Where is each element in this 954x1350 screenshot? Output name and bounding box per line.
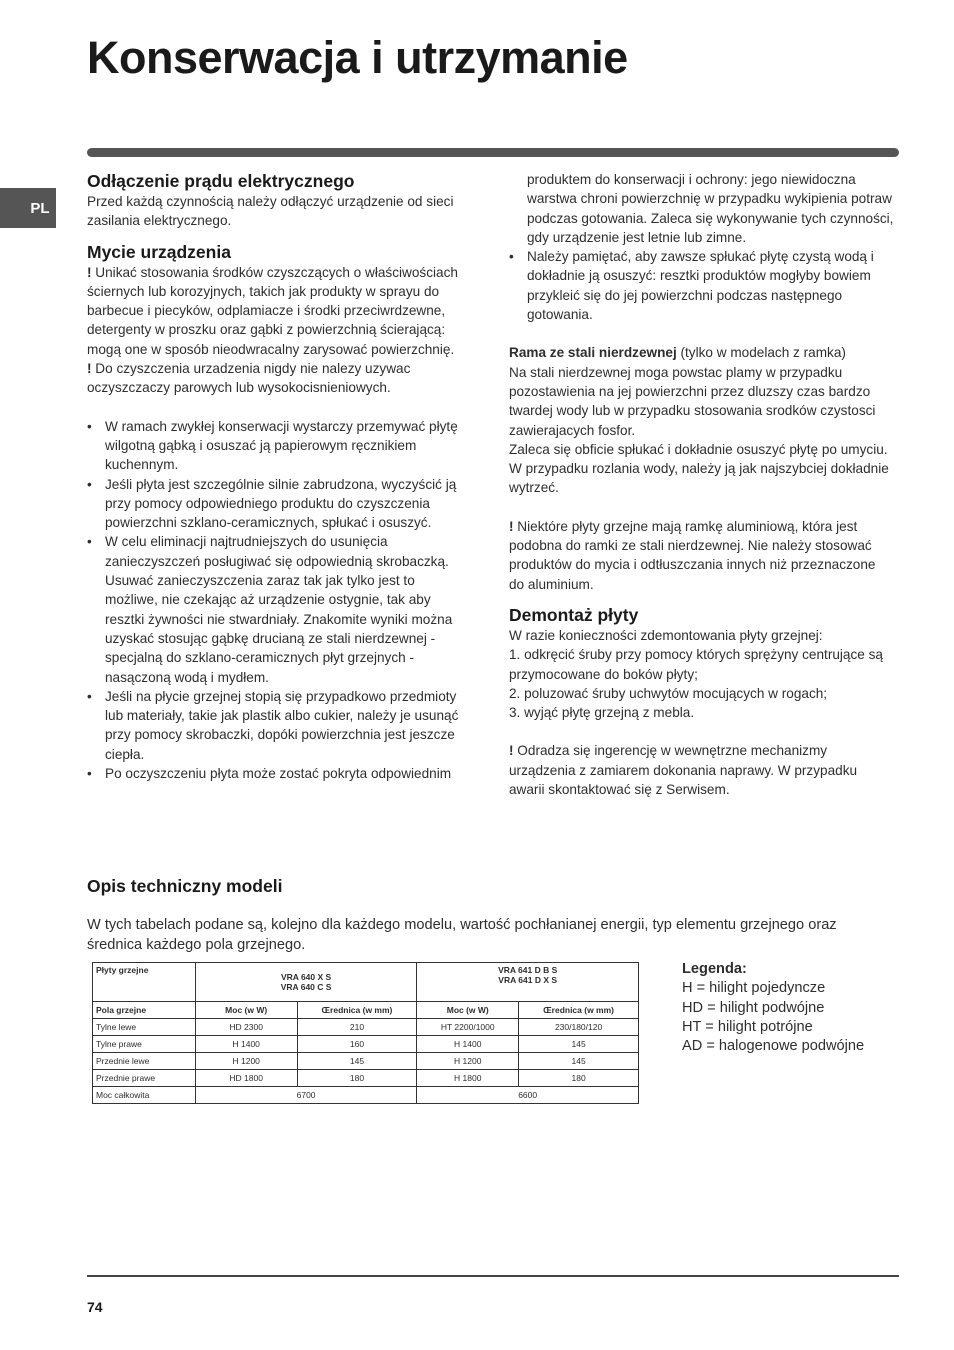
list-item: • Jeśli płyta jest szczególnie silnie zabrudzona, wyczyścić ją przy pomocy odpowiedniego produktu do czyszczenia powierzchni szklano-ceramicznych, spłukać i osuszyć. xyxy=(87,475,465,533)
table-row: Tylne lewe HD 2300 210 HT 2200/1000 230/180/120 xyxy=(93,1019,639,1036)
right-column xyxy=(509,170,894,799)
warning-mark-icon: ! xyxy=(87,361,92,377)
model-2-header: VRA 641 D B S VRA 641 D X S xyxy=(417,963,639,1002)
cleaning-warning-1: ! Unikać stosowania środków czyszczących o właściwościach ściernych lub korozyjnych, takich jak produkty w sprayu do barbecue i piecyków, odplamiacze i środki przeciwrdzewne, detergenty w proszku oraz gąbki z powierzchnią ścierającą: mogą one w sposób nieodwracalny zarysować powierzchnię. xyxy=(87,264,458,357)
table-row xyxy=(93,963,639,1002)
stainless-frame-text-1: Na stali nierdzewnej moga powstac plamy w przypadku pozostawienia na jej powierzchni przez dluzszy czas bardzo twardej wody lub w przypadku stosowania srodków czystosci zawierajacych fosfor. xyxy=(509,364,876,438)
table-row-total: Moc całkowita 6700 6600 xyxy=(93,1087,639,1104)
column-header: Œrednica (w mm) xyxy=(519,1002,639,1019)
stainless-frame-text-2: Zaleca się obficie spłukać i dokładnie osuszyć płytę po umyciu. W przypadku rozlania wody, należy ją jak najszybciej dokładnie wytrzeć. xyxy=(509,441,889,496)
removal-intro: W razie konieczności zdemontowania płyty grzejnej: xyxy=(509,627,823,643)
legend xyxy=(682,960,864,1056)
warning-mark-icon: ! xyxy=(87,264,92,280)
table-row: Przednie lewe H 1200 145 H 1200 145 xyxy=(93,1053,639,1070)
page-number: 74 xyxy=(87,1299,103,1315)
list-item-continuation: produktem do konserwacji i ochrony: jego niewidoczna warstwa chroni powierzchnię w przypadku wykipienia potraw podczas gotowania. Zaleca się wykonywanie tych czynności, gdy urządzenie jest letnie lub zimne. xyxy=(527,172,894,245)
page-title: Konserwacja i utrzymanie xyxy=(87,32,628,83)
legend-item: AD = halogenowe podwójne xyxy=(682,1038,865,1055)
power-disconnect-text: Przed każdą czynnością należy odłączyć urządzenie od sieci zasilania elektrycznego. xyxy=(87,194,454,229)
list-item: • W celu eliminacji najtrudniejszych do usunięcia zanieczyszczeń posługiwać się odpowiednią skrobaczką. Usuwać zanieczyszczenia zaraz tak jak tylko jest to możliwe, nie czekając aż urządzenie ostygnie, tak aby resztki żywności nie stwardniały. Znakomite wyniki można uzyskać stosując gąbkę drucianą ze stali nierdzewnej - specjalną do szklano-ceramicznych płyt grzejnych - nasączoną wodą i mydłem. xyxy=(87,532,465,686)
removal-step-3: 3. wyjąć płytę grzejną z mebla. xyxy=(509,705,695,721)
legend-item: HT = hilight potrójne xyxy=(682,1018,813,1035)
list-item: • Należy pamiętać, aby zawsze spłukać płytę czystą wodą i dokładnie ją osuszyć: resztki produktów mogłyby bowiem przykleić się do jej powierzchni podczas następnego gotowania. xyxy=(509,247,894,324)
removal-step-2: 2. poluzować śruby uchwytów mocujących w rogach; xyxy=(509,685,828,701)
list-item: • Po oczyszczeniu płyta może zostać pokryta odpowiednim xyxy=(87,764,465,783)
left-column xyxy=(87,170,465,783)
tech-intro: W tych tabelach podane są, kolejno dla każdego modelu, wartość pochłanianej energii, typ elementu grzejnego oraz średnica każdego pola grzejnego. xyxy=(87,917,837,953)
cleaning-warning-2: ! Do czyszczenia urzadzenia nigdy nie nalezy uzywac oczyszczaczy parowych lub wysokocisnieniowych. xyxy=(87,361,411,396)
table-row xyxy=(93,1002,639,1019)
spec-table xyxy=(92,962,639,1104)
column-header: Œrednica (w mm) xyxy=(297,1002,417,1019)
header-divider-bar xyxy=(87,148,899,157)
legend-item: H = hilight pojedyncze xyxy=(682,980,826,997)
repair-warning: ! Odradza się ingerencję w wewnętrzne mechanizmy urządzenia z zamiarem dokonania naprawy. W przypadku awarii skontaktować się z Serwisem. xyxy=(509,743,858,798)
legend-item: HD = hilight podwójne xyxy=(682,999,825,1016)
cleaning-list-continued xyxy=(509,247,894,324)
aluminium-frame-warning: ! Niektóre płyty grzejne mają ramkę aluminiową, która jest podobna do ramki ze stali nierdzewnej. Nie należy stosować produktów do mycia i odtłuszczania innych niż przeznaczone do aluminium. xyxy=(509,518,876,592)
removal-step-1: 1. odkręcić śruby przy pomocy których sprężyny centrujące są przymocowane do boków płyty; xyxy=(509,647,883,682)
section-title-cleaning: Mycie urządzenia xyxy=(87,241,231,262)
footer-divider xyxy=(87,1275,899,1277)
table-row: Tylne prawe H 1400 160 H 1400 145 xyxy=(93,1036,639,1053)
table-row: Przednie prawe HD 1800 180 H 1800 180 xyxy=(93,1070,639,1087)
column-header: Pola grzejne xyxy=(93,1002,196,1019)
list-item: • W ramach zwykłej konserwacji wystarczy przemywać płytę wilgotną gąbką i osuszać ją papierowym ręcznikiem kuchennym. xyxy=(87,417,465,475)
table-corner-header: Płyty grzejne xyxy=(93,963,196,1002)
cleaning-list xyxy=(87,417,465,784)
section-title-tech-description: Opis techniczny modeli xyxy=(87,876,283,896)
column-header: Moc (w W) xyxy=(195,1002,297,1019)
legend-title: Legenda: xyxy=(682,961,747,977)
warning-mark-icon: ! xyxy=(509,518,514,534)
warning-mark-icon: ! xyxy=(509,743,514,759)
section-title-removal: Demontaż płyty xyxy=(509,604,639,625)
section-title-power-disconnect: Odłączenie prądu elektrycznego xyxy=(87,171,355,191)
model-1-header: VRA 640 X S VRA 640 C S xyxy=(195,963,417,1002)
list-item: • Jeśli na płycie grzejnej stopią się przypadkowo przedmioty lub materiały, takie jak plastik albo cukier, należy je usunąć przy pomocy skrobaczki, dopóki powierzchnia jest jeszcze ciepła. xyxy=(87,687,465,764)
stainless-frame-heading: Rama ze stali nierdzewnej (tylko w modelach z ramka) xyxy=(509,345,846,361)
language-tab: PL xyxy=(0,188,56,228)
column-header: Moc (w W) xyxy=(417,1002,519,1019)
